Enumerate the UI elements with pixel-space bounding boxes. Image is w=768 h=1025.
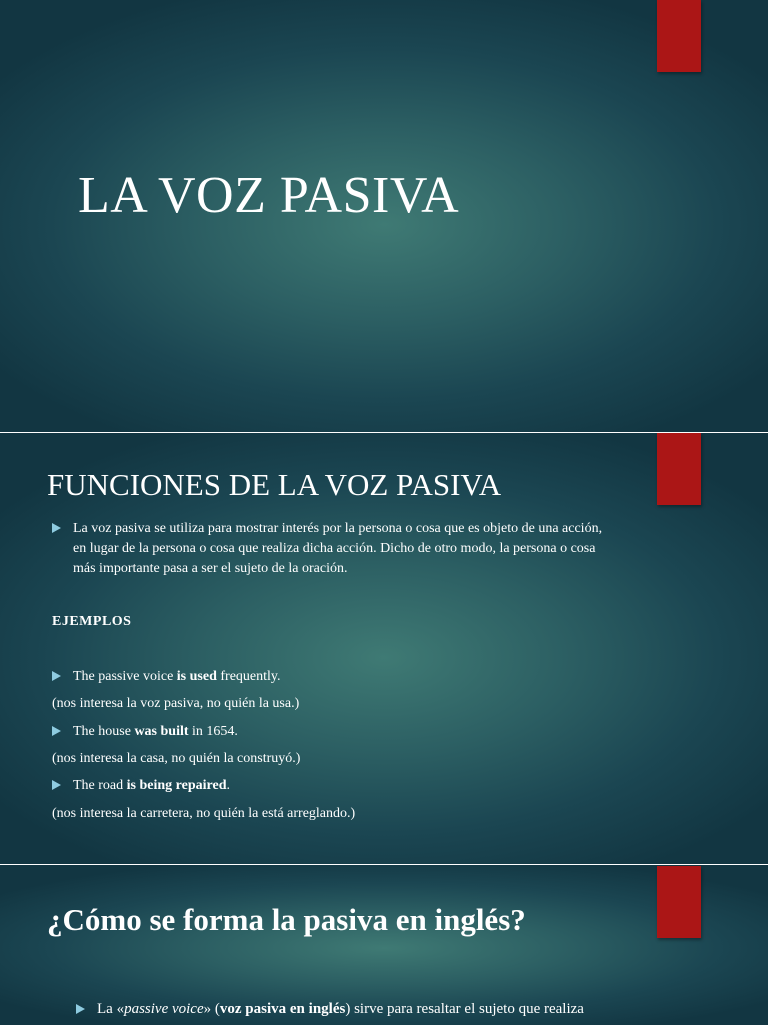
accent-bar [657, 0, 701, 72]
example-sentence: The road is being repaired. [73, 778, 230, 793]
example-verb: is being repaired [126, 778, 227, 793]
example-bullet [52, 722, 612, 742]
example-verb: was built [134, 724, 189, 739]
bullet-triangle-icon [52, 726, 61, 736]
slide-formacion [0, 864, 768, 1025]
examples-heading: EJEMPLOS [52, 614, 132, 629]
example-note: (nos interesa la carretera, no quién la está arreglando.) [52, 806, 356, 821]
slide-funciones [0, 432, 768, 865]
example-bullet [52, 667, 612, 687]
example-note: (nos interesa la voz pasiva, no quién la usa.) [52, 696, 300, 711]
example-verb: is used [176, 669, 217, 684]
slide-title-heading: LA VOZ PASIVA [78, 167, 460, 224]
example-bullet [52, 776, 612, 796]
slide-heading: FUNCIONES DE LA VOZ PASIVA [47, 467, 502, 502]
bullet-triangle-icon [52, 523, 61, 533]
accent-bar [657, 866, 701, 938]
bullet-triangle-icon [52, 671, 61, 681]
bullet-triangle-icon [76, 1004, 85, 1014]
example-note: (nos interesa la casa, no quién la construyó.) [52, 751, 301, 766]
example-sentence: The passive voice is used frequently. [73, 669, 281, 684]
slide-title [0, 0, 768, 432]
example-sentence: The house was built in 1654. [73, 724, 238, 739]
formation-bullet [76, 999, 636, 1019]
intro-text: La voz pasiva se utiliza para mostrar interés por la persona o cosa que es objeto de una acción, en lugar de la persona o cosa que realiza dicha acción. Dicho de otro modo, la persona o cosa más importante pasa a ser el sujeto de la oración. [73, 521, 603, 576]
intro-bullet [52, 519, 612, 579]
bullet-triangle-icon [52, 780, 61, 790]
slide-heading: ¿Cómo se forma la pasiva en inglés? [47, 902, 526, 937]
formation-text: La «passive voice» (voz pasiva en inglés) sirve para resaltar el sujeto que realiza [97, 1001, 584, 1017]
accent-bar [657, 433, 701, 505]
